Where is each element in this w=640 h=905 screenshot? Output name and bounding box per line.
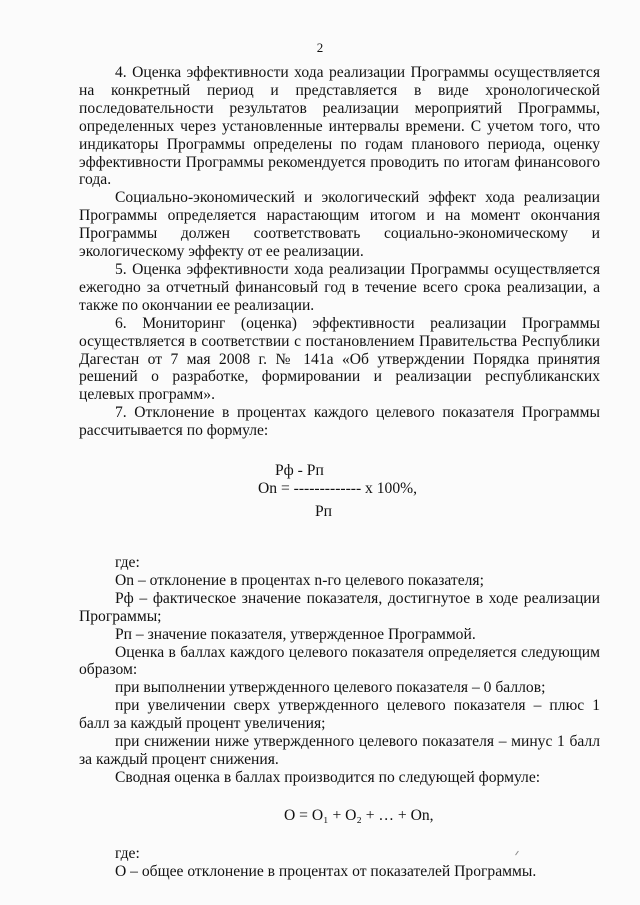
- definition-rf: Рф – фактическое значение показателя, достигнутое в ходе реализации Программы;: [79, 589, 600, 625]
- paragraph-4: 4. Оценка эффективности хода реализации Программы осуществляется на конкретный период и представляется в виде хронологической последовательности результатов реализации мероприятий Программы, определенных через установленные интервалы времени. С учетом того, что индикаторы Программы определены по годам планового периода, оценку эффективности Программы рекомендуется проводить по итогам финансового года.: [79, 64, 600, 189]
- summary-intro: Сводная оценка в баллах производится по следующей формуле:: [115, 768, 541, 786]
- deviation-formula: [79, 452, 600, 548]
- paragraph-7: 7. Отклонение в процентах каждого целевого показателя Программы рассчитывается по формуле:: [79, 404, 600, 440]
- score-zero: при выполнении утвержденного целевого показателя – 0 баллов;: [115, 679, 546, 697]
- formula-main-line: Оn = ------------- x 100%,: [258, 480, 418, 498]
- score-intro: Оценка в баллах каждого целевого показателя определяется следующим образом:: [79, 643, 600, 679]
- where-label-2: где:: [115, 844, 140, 862]
- formula-denominator: Рп: [315, 503, 333, 521]
- paragraph-6: 6. Мониторинг (оценка) эффективности реализации Программы осуществляется в соответствии с постановлением Правительства Республики Дагестан от 7 мая 2008 г. № 141а «Об утверждении Порядка принятия решений о разработке, формировании и реализации республиканских целевых программ».: [79, 314, 600, 404]
- where-label: где:: [115, 554, 140, 572]
- definition-on: Оn – отклонение в процентах n-го целевого показателя;: [115, 571, 484, 589]
- formula-numerator: Рф - Рп: [275, 462, 324, 480]
- document-body: [79, 64, 600, 881]
- definition-o: О – общее отклонение в процентах от показателей Программы.: [115, 862, 537, 880]
- summary-formula: [79, 791, 600, 845]
- paragraph-effect: Социально-экономический и экологический эффект хода реализации Программы определяется нарастающим итогом и на момент окончания Программы должен соответствовать социально-экономическому и экологическому эффекту от ее реализации.: [79, 189, 600, 261]
- summary-formula-text: О = О₁ + О₂ + … + Оn,: [284, 806, 434, 824]
- page-number: 2: [316, 40, 324, 55]
- paragraph-5: 5. Оценка эффективности хода реализации Программы осуществляется ежегодно за отчетный финансовый год в течение всего срока реализации, а также по окончании ее реализации.: [79, 260, 600, 314]
- definition-rp: Рп – значение показателя, утвержденное Программой.: [115, 625, 476, 643]
- score-plus: при увеличении сверх утвержденного целевого показателя – плюс 1 балл за каждый процент увеличения;: [79, 697, 600, 733]
- score-minus: при снижении ниже утвержденного целевого показателя – минус 1 балл за каждый процент снижения.: [79, 733, 600, 768]
